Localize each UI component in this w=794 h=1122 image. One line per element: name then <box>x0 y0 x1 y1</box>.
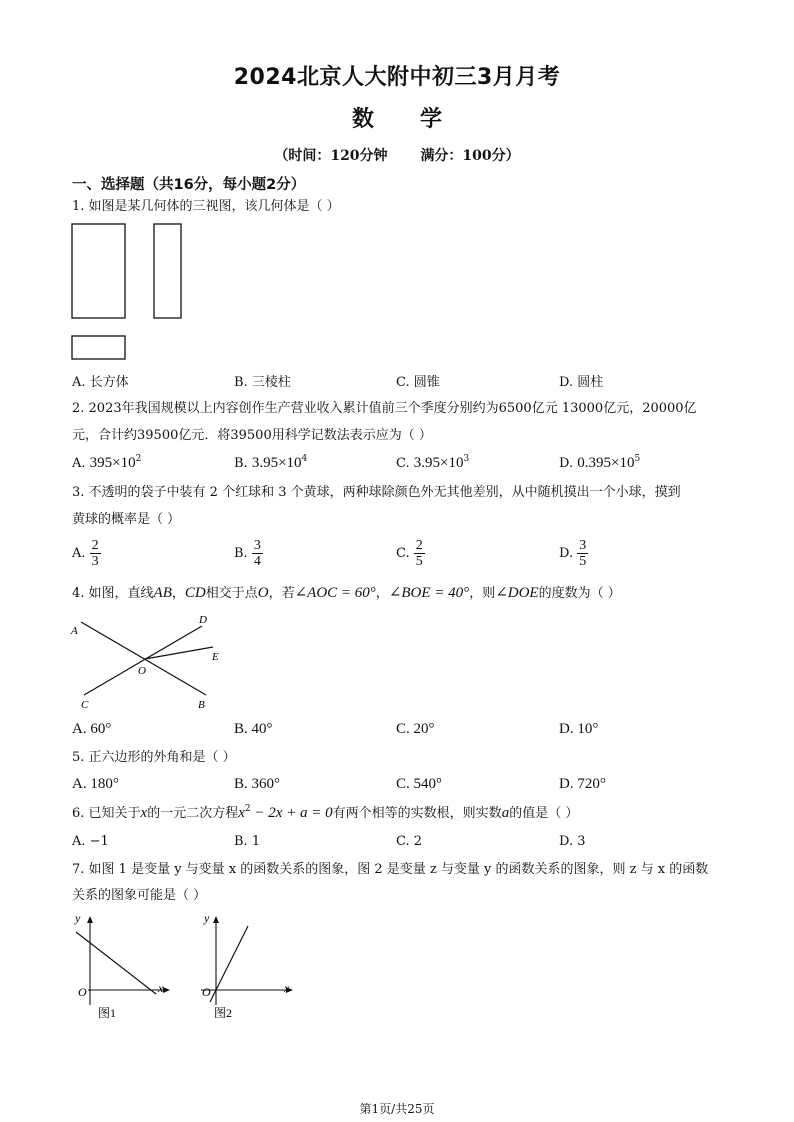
fig1-x-arrow-icon <box>163 987 170 993</box>
q6-option-b: B. 1 <box>234 834 261 849</box>
label-o: O <box>138 665 146 677</box>
exam-title: 2024北京人大附中初三3月月考 <box>233 65 561 90</box>
section-title: 一、选择题（共16分，每小题2分） <box>72 177 306 193</box>
q2-line2: 元，合计约39500亿元．将39500用科学记数法表示应为（ ） <box>72 428 432 443</box>
q4-stem: 4. 如图，直线AB，CD相交于点O，若∠AOC = 60°，∠BOE = 40°，则∠DOE的度数为（ ） <box>72 585 621 601</box>
fig1-y-label: y <box>75 911 81 925</box>
fig2-caption: 图2 <box>214 1006 233 1020</box>
q5-option-b: B. 360° <box>234 776 281 792</box>
fig1-graph-line <box>76 932 156 994</box>
q5-option-c: C. 540° <box>396 776 443 792</box>
q4-option-b: B. 40° <box>234 721 273 737</box>
q3-option-d: D. $\frac{3}{5}$ <box>559 538 587 569</box>
time-label: （时间：120分钟 <box>274 148 388 164</box>
q1-stem: 1. 如图是某几何体的三视图，该几何体是（ ） <box>72 199 340 214</box>
label-b: B <box>198 699 205 711</box>
fig2-y-label: y <box>204 911 210 925</box>
label-c: C <box>81 699 89 711</box>
fig1-y-arrow-icon <box>87 916 93 923</box>
subject-title: 数学 <box>351 107 488 132</box>
label-a: A <box>71 625 78 637</box>
front-view-rect <box>72 224 125 318</box>
line-cd <box>84 626 202 695</box>
q2-option-b: B. $3.95\times 10^4$ <box>234 454 308 471</box>
q2-line1: 2. 2023年我国规模以上内容创作生产营业收入累计值前三个季度分别约为6500亿元 13000亿元，20000亿 <box>72 401 697 416</box>
q5-stem: 5. 正六边形的外角和是（ ） <box>72 750 236 765</box>
q1-option-a: A. 长方体 <box>72 375 129 390</box>
q6-option-d: D. 3 <box>559 834 586 849</box>
q7-line1: 7. 如图 1 是变量 y 与变量 x 的函数关系的图象，图 2 是变量 z 与变量 y 的函数关系的图象，则 z 与 x 的函数 <box>72 862 709 877</box>
label-e: E <box>212 651 219 663</box>
q4-option-d: D. 10° <box>559 721 599 737</box>
fig1-caption: 图1 <box>98 1006 117 1020</box>
q7-figure-1 <box>70 910 180 1025</box>
top-view-rect <box>72 336 125 359</box>
q6-stem: 6. 已知关于x的一元二次方程$x^2 - 2x + a = 0$有两个相等的实数根，则实数a的值是（ ） <box>72 804 579 821</box>
label-d: D <box>199 614 207 626</box>
q5-option-d: D. 720° <box>559 776 606 792</box>
q1-option-d: D. 圆柱 <box>559 375 604 390</box>
q3-line2: 黄球的概率是（ ） <box>72 512 181 527</box>
q3-line1: 3. 不透明的袋子中装有 2 个红球和 3 个黄球，两种球除颜色外无其他差别，从中随机摸出一个小球，摸到 <box>72 485 681 500</box>
q2-option-c: C. $3.95\times 10^3$ <box>396 454 470 471</box>
line-ab <box>81 622 206 695</box>
q1-option-c: C. 圆锥 <box>396 375 440 390</box>
q5-option-a: A. 180° <box>72 776 119 792</box>
q4-option-c: C. 20° <box>396 721 435 737</box>
page-footer: 第1页/共25页 <box>359 1102 435 1116</box>
fig2-y-arrow-icon <box>213 916 219 923</box>
q7-line2: 关系的图象可能是（ ） <box>72 888 207 903</box>
q1-three-view-figure <box>70 222 190 362</box>
q4-option-a: A. 60° <box>72 721 112 737</box>
q6-option-a: A. −1 <box>72 834 109 849</box>
score-label: 满分：100分） <box>420 148 520 164</box>
fig1-x-label: x <box>158 981 164 995</box>
q3-option-a: A. $\frac{2}{3}$ <box>72 538 99 569</box>
q6-option-c: C. 2 <box>396 834 423 849</box>
fig2-origin-label: O <box>202 985 211 999</box>
q3-option-c: C. $\frac{2}{5}$ <box>396 538 423 569</box>
q7-figure-2 <box>196 910 306 1025</box>
exam-info <box>0 145 794 165</box>
fig2-x-label: x <box>284 981 290 995</box>
q1-option-b: B. 三棱柱 <box>234 375 291 390</box>
fig1-origin-label: O <box>78 985 87 999</box>
q4-intersecting-lines-figure <box>68 612 228 712</box>
side-view-rect <box>154 224 181 318</box>
q2-option-a: A. $395\times 10^2$ <box>72 454 142 471</box>
q3-option-b: B. $\frac{3}{4}$ <box>234 538 261 569</box>
q2-option-d: D. $0.395\times 10^5$ <box>559 454 641 471</box>
